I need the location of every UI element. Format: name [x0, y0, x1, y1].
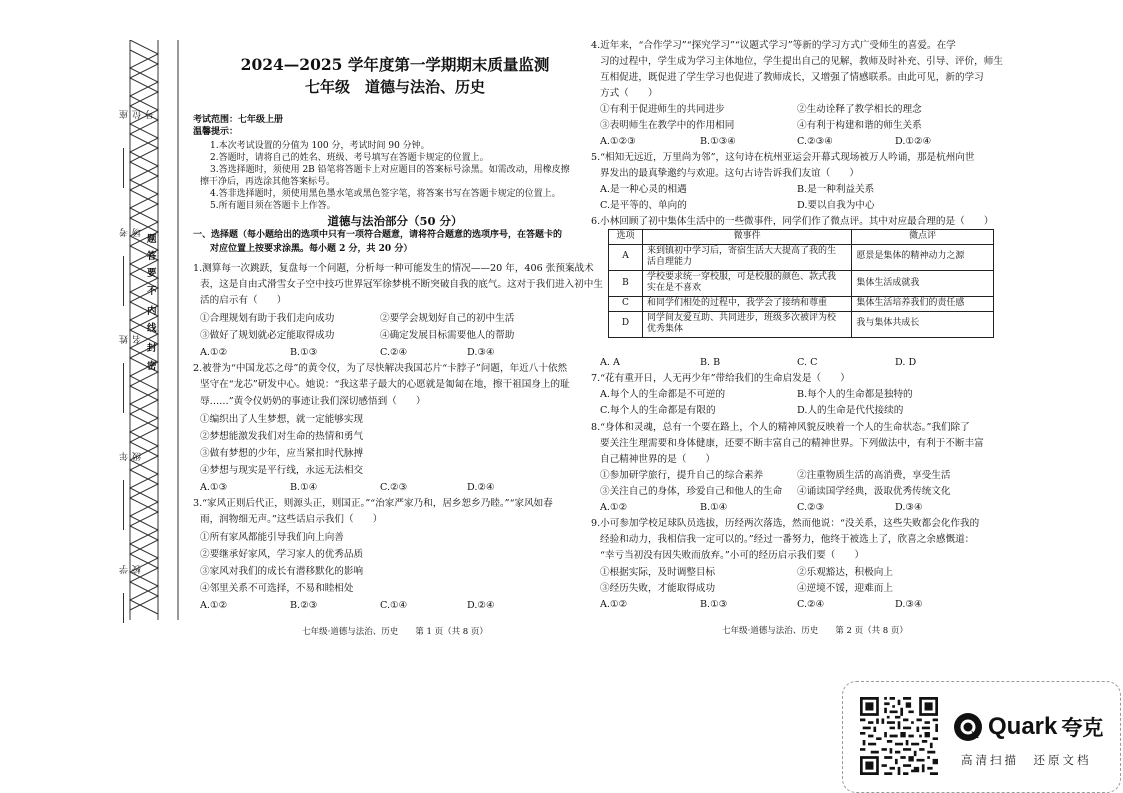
- tip-line: 1.本次考试设置的分值为 100 分，考试时间 90 分钟。: [210, 141, 430, 151]
- question-3-stem: 雨，润物细无声。”这些话启示我们（ ）: [200, 514, 383, 525]
- question-8-stem: 8.“身体和灵魂，总有一个要在路上，个人的精神风貌反映着一个人的生命状态。”我们除了: [591, 422, 970, 433]
- statement: ②要继承好家风，学习家人的优秀品质: [200, 549, 364, 560]
- question-8-stem: 自己精神世界的是（ ）: [600, 454, 716, 465]
- question-3-stem: 3.“家风正则后代正，则源头正，则国正。”“治家严家乃和，居乡恕乡乃睦。”“家风如春: [193, 498, 553, 509]
- quark-logo[interactable]: [953, 710, 1103, 744]
- statement: ④逆境不馁，迎难而上: [797, 583, 893, 594]
- cell-line: 来到镇初中学习后，寄宿生活大大提高了我的生: [646, 245, 836, 256]
- statement: ③做好了规划就必定能取得成功: [200, 330, 335, 341]
- statement: ④确定发展目标需要他人的帮助: [380, 330, 515, 341]
- question-9-stem: 9.小可参加学校足球队员选拔，历经两次落选，然而他说：“没关系，这些失败都会化作我的: [591, 518, 980, 529]
- statement: ②注重物质生活的高消费，享受生活: [797, 470, 951, 481]
- option[interactable]: D.①②④: [895, 136, 932, 147]
- option[interactable]: B.是一种利益关系: [797, 184, 875, 195]
- table-cell: [642, 270, 851, 296]
- table-row: [609, 296, 994, 311]
- question-1-stem: 活的启示有（ ）: [200, 295, 287, 306]
- question-2-stem: 坚守在“龙芯”研发中心。她说：“我这辈子最大的心愿就是匍匐在地，擦干祖国身上的耻: [200, 379, 570, 390]
- exam-subtitle: 七年级 道德与法治、历史: [304, 78, 485, 96]
- seal-char: 答: [147, 251, 157, 262]
- question-6-stem: 6.小林回顾了初中集体生活中的一些微事件，同学们作了微点评。其中对应最合理的是（ ）: [591, 216, 994, 227]
- table-cell: [642, 244, 851, 270]
- part-heading: 对应位置上按要求涂黑。每小题 2 分，共 20 分）: [210, 244, 413, 254]
- table-header-row: [609, 230, 994, 245]
- tip-line: 5.所有题目须在答题卡上作答。: [210, 201, 336, 211]
- statement: ③表明师生在教学中的作用相同: [600, 120, 735, 131]
- tip-line: 2.答题时，请将自己的姓名、班级、考号填写在答题卡规定的位置上。: [210, 153, 489, 163]
- option[interactable]: A.①③: [200, 482, 228, 493]
- table-cell: A: [609, 244, 643, 270]
- table-cell: 我与集体共成长: [852, 311, 994, 337]
- exam-title: 2024—2025 学年度第一学期期末质量监测: [240, 55, 550, 74]
- statement: ②要学会规划好自己的初中生活: [380, 313, 515, 324]
- option[interactable]: B.①③: [290, 347, 318, 358]
- seal-char: 内: [147, 306, 157, 317]
- section-title: 道德与法治部分（50 分）: [327, 214, 463, 228]
- option[interactable]: B.②③: [290, 600, 318, 611]
- option[interactable]: B.①④: [290, 482, 318, 493]
- table-cell: 和同学们相处的过程中，我学会了接纳和尊重: [642, 296, 851, 311]
- tip-line: 擦干净后，再选涂其他答案标号。: [200, 177, 336, 187]
- statement: ②梦想能激发我们对生命的热情和勇气: [200, 431, 364, 442]
- statement: ④诵读国学经典，汲取优秀传统文化: [797, 486, 951, 497]
- field-name-label: 姓名: [120, 335, 143, 344]
- cell-line: 优秀集体: [646, 324, 683, 335]
- option[interactable]: C.②④: [797, 599, 825, 610]
- seal-char: 线: [147, 323, 157, 334]
- statement: ②生动诠释了教学相长的理念: [797, 104, 922, 115]
- option[interactable]: D.②④: [467, 482, 495, 493]
- option[interactable]: D. D: [895, 357, 917, 368]
- part-heading: 一、选择题（每小题给出的选项中只有一项符合题意，请将符合题意的选项序号，在答题卡的: [193, 230, 563, 240]
- statement: ③家风对我们的成长有潜移默化的影响: [200, 566, 364, 577]
- seal-char: 不: [147, 286, 157, 297]
- option[interactable]: C.每个人的生命都是有限的: [600, 405, 716, 416]
- tip-line: 3.答选择题时，须使用 2B 铅笔将答题卡上对应题目的答案标号涂黑。如需改动，用橡皮擦: [210, 165, 570, 175]
- option[interactable]: B.①④: [700, 502, 728, 513]
- option[interactable]: C. C: [797, 357, 818, 368]
- field-seat-label: 座位号: [120, 110, 156, 119]
- option[interactable]: C.②③④: [797, 136, 833, 147]
- option[interactable]: A.①②: [200, 347, 228, 358]
- question-9-stem: 经验和动力，我相信我一定可以的。”经过一番努力，他终于被选上了，欣喜之余感慨道：: [600, 534, 975, 545]
- option[interactable]: A.①②: [200, 600, 228, 611]
- table-header: 微事件: [642, 230, 851, 245]
- table-cell: [642, 311, 851, 337]
- option[interactable]: A.是一种心灵的相遇: [600, 184, 687, 195]
- cell-line: 学校要求统一穿校服，可是校服的颜色、款式我: [646, 271, 836, 282]
- option[interactable]: B. B: [700, 357, 721, 368]
- statement: ④梦想与现实是平行线，永远无法相交: [200, 465, 364, 476]
- quark-slogan: 高清扫描 还原文档: [961, 753, 1092, 767]
- option[interactable]: C.②④: [380, 347, 408, 358]
- question-5-stem: 5.“相知无远近，万里尚为邻”，这句诗在杭州亚运会开幕式现场被万人吟诵，那是杭州向世: [591, 152, 975, 163]
- option[interactable]: A. A: [600, 357, 620, 368]
- qr-code-icon[interactable]: [860, 697, 938, 775]
- option[interactable]: A.①②③: [600, 136, 636, 147]
- option[interactable]: B.①③: [700, 599, 728, 610]
- option[interactable]: C.②③: [380, 482, 408, 493]
- question-2-stem: 2.被誉为“中国龙芯之母”的黄令仪，为了尽快解决我国芯片“卡脖子”问题，年近八十依然: [193, 363, 568, 374]
- question-9-stem: “幸亏当初没有因失败而放弃。”小可的经历启示我们要（ ）: [600, 550, 865, 561]
- quark-logo-icon: [953, 712, 983, 742]
- seal-char: 要: [147, 268, 157, 279]
- seal-char: 封: [147, 343, 157, 354]
- statement: ①有利于促进师生的共同进步: [600, 104, 725, 115]
- option[interactable]: C.是平等的、单向的: [600, 200, 687, 211]
- table-cell: D: [609, 311, 643, 337]
- table-cell: 集体生活培养我们的责任感: [852, 296, 994, 311]
- statement: ③经历失败，才能取得成功: [600, 583, 716, 594]
- field-school-label: 学校: [120, 565, 143, 574]
- question-5-stem: 界发出的最真挚邀约与欢迎。这句古诗告诉我们友谊（ ）: [600, 168, 860, 179]
- cell-line: 实在是不喜欢: [646, 283, 701, 294]
- page-footer-left: 七年级·道德与法治、历史 第 1 页（共 8 页）: [302, 627, 488, 637]
- option[interactable]: A.①②: [600, 502, 628, 513]
- statement: ②乐观豁达，积极向上: [797, 567, 893, 578]
- option[interactable]: A.①②: [600, 599, 628, 610]
- option[interactable]: D.③④: [895, 502, 923, 513]
- statement: ①参加研学旅行，提升自己的综合素养: [600, 470, 764, 481]
- exam-scope: 考试范围：七年级上册: [193, 115, 284, 125]
- cell-line: 活自理能力: [646, 257, 692, 268]
- question-8-stem: 要关注生理需要和身体健康，还要不断丰富自己的精神世界。下列做法中，有利于不断丰富: [600, 438, 984, 449]
- table-row: [609, 244, 994, 270]
- question-4-stem: 互相促进，既促进了学生学习也促进了教师成长，又增强了情感联系。由此可见，新的学习: [600, 72, 984, 83]
- option[interactable]: D.③④: [467, 347, 495, 358]
- quark-scan-badge[interactable]: [842, 681, 1121, 793]
- question-4-stem: 方式（ ）: [600, 88, 658, 99]
- option[interactable]: B.每个人的生命都是独特的: [797, 389, 913, 400]
- seal-char: 题: [147, 234, 157, 245]
- field-room-label: 考场: [120, 228, 143, 237]
- table-row: [609, 311, 994, 337]
- question-7-stem: 7.“花有重开日，人无再少年”带给我们的生命启发是（ ）: [591, 373, 850, 384]
- option[interactable]: C.①④: [380, 600, 408, 611]
- statement: ③关注自己的身体，珍爱自己和他人的生命: [600, 486, 783, 497]
- tips-title: 温馨提示：: [193, 127, 239, 137]
- table-header: 选项: [609, 230, 643, 245]
- seal-char: 密: [147, 361, 157, 372]
- option[interactable]: D.要以自我为中心: [797, 200, 875, 211]
- statement: ④有利于构建和谐的师生关系: [797, 120, 922, 131]
- quark-brand-cn: 夸克: [1061, 716, 1104, 740]
- question-1-stem: 表，这是自由式滑雪女子空中技巧世界冠军徐梦桃不断突破自我的底气。这对于我们进入初中生: [200, 279, 603, 290]
- statement: ①合理规划有助于我们走向成功: [200, 313, 335, 324]
- table-row: [609, 270, 994, 296]
- question-4-stem: 4.近年来，“合作学习”“探究学习”“议题式学习”等新的学习方式广受师生的喜爱。在学: [591, 40, 956, 51]
- field-grade-label: 年级: [120, 452, 143, 461]
- table-cell: 集体生活成就我: [852, 270, 994, 296]
- option[interactable]: B.①③④: [700, 136, 736, 147]
- statement: ③做有梦想的少年，应当紧扣时代脉搏: [200, 448, 364, 459]
- statement: ①所有家风都能引导我们向上向善: [200, 532, 344, 543]
- page-footer-right: 七年级·道德与法治、历史 第 2 页（共 8 页）: [722, 626, 908, 636]
- statement: ①根据实际，及时调整目标: [600, 567, 716, 578]
- quark-brand: Quark: [988, 713, 1058, 740]
- statement: ④邻里关系不可选择，不易和睦相处: [200, 583, 354, 594]
- statement: ①编织出了人生梦想，就一定能够实现: [200, 414, 364, 425]
- tip-line: 4.答非选择题时，须使用黑色墨水笔或黑色签字笔，将答案书写在答题卡规定的位置上。: [210, 189, 561, 199]
- question-4-stem: 习的过程中，学生成为学习主体地位，学生提出自己的见解，教师及时补充、引导、评价，师生: [600, 56, 1003, 67]
- table-cell: B: [609, 270, 643, 296]
- option[interactable]: D.③④: [895, 599, 923, 610]
- question-1-stem: 1.测算每一次跳跃，复盘每一个问题，分析每一种可能发生的情况——20 年，406 张预案战术: [193, 263, 594, 274]
- question-2-stem: 辱……”黄令仪奶奶的事迹让我们深切感悟到（ ）: [200, 396, 426, 407]
- option[interactable]: A.每个人的生命都是不可逆的: [600, 389, 726, 400]
- cell-line: 同学间友爱互助、共同进步，班级多次被评为校: [646, 312, 836, 323]
- micro-event-table: [608, 229, 994, 338]
- option[interactable]: D.人的生命是代代接续的: [797, 405, 904, 416]
- table-header: 微点评: [852, 230, 994, 245]
- option[interactable]: C.②③: [797, 502, 825, 513]
- option[interactable]: D.②④: [467, 600, 495, 611]
- table-cell: 愿景是集体的精神动力之源: [852, 244, 994, 270]
- table-cell: C: [609, 296, 643, 311]
